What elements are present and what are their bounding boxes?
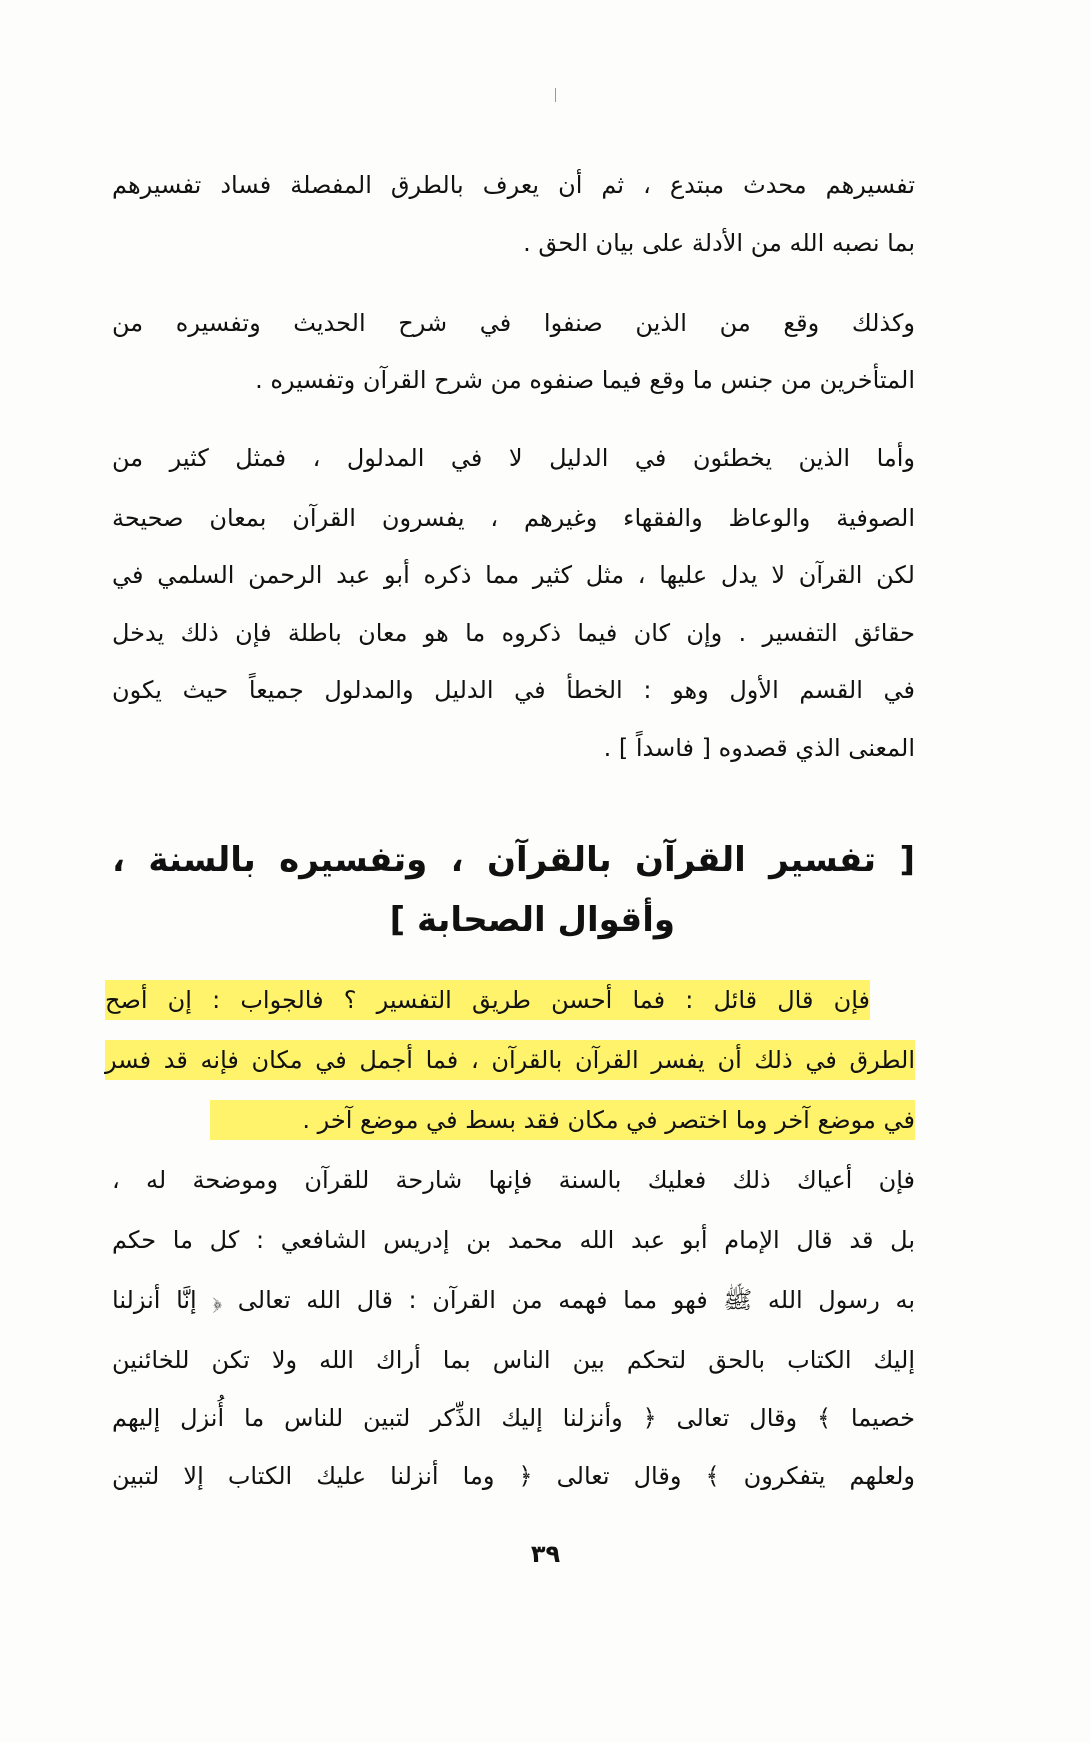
scan-mark bbox=[555, 88, 556, 102]
heading-line: وأقوال الصحابة ] bbox=[389, 900, 675, 940]
text-line: وأما الذين يخطئون في الدليل لا في المدلول ، فمثل كثير من bbox=[112, 444, 915, 472]
text-line: في القسم الأول وهو : الخطأ في الدليل والمدلول جميعاً حيث يكون bbox=[112, 676, 915, 704]
highlighted-line: فإن قال قائل : فما أحسن طريق التفسير ؟ فالجواب : إن أصح bbox=[105, 980, 870, 1020]
highlighted-line: في موضع آخر وما اختصر في مكان فقد بسط في موضع آخر . bbox=[210, 1100, 915, 1140]
highlighted-line: الطرق في ذلك أن يفسر القرآن بالقرآن ، فما أجمل في مكان فإنه قد فسر bbox=[105, 1040, 915, 1080]
heading-line: [ تفسير القرآن بالقرآن ، وتفسيره بالسنة ، bbox=[112, 840, 915, 880]
page-number: ٣٩ bbox=[530, 1540, 561, 1568]
text-line: تفسيرهم محدث مبتدع ، ثم أن يعرف بالطرق المفصلة فساد تفسيرهم bbox=[112, 171, 915, 199]
text-line: ولعلهم يتفكرون ﴾ وقال تعالى ﴿ وما أنزلنا عليك الكتاب إلا لتبين bbox=[112, 1462, 915, 1490]
text-line: المعنى الذي قصدوه [ فاسداً ] . bbox=[603, 734, 915, 762]
text-line: لكن القرآن لا يدل عليها ، مثل كثير مما ذكره أبو عبد الرحمن السلمي في bbox=[112, 561, 915, 589]
text-line: بل قد قال الإمام أبو عبد الله محمد بن إدريس الشافعي : كل ما حكم bbox=[112, 1226, 915, 1254]
text-line: بما نصبه الله من الأدلة على بيان الحق . bbox=[523, 229, 915, 257]
text-line: المتأخرين من جنس ما وقع فيما صنفوه من شرح القرآن وتفسيره . bbox=[255, 366, 915, 394]
text-line: الصوفية والوعاظ والفقهاء وغيرهم ، يفسرون القرآن بمعان صحيحة bbox=[112, 504, 915, 532]
text-line: فإن أعياك ذلك فعليك بالسنة فإنها شارحة للقرآن وموضحة له ، bbox=[112, 1166, 915, 1194]
text-line: إليك الكتاب بالحق لتحكم بين الناس بما أراك الله ولا تكن للخائنين bbox=[112, 1346, 915, 1374]
text-line: به رسول الله ﷺ فهو مما فهمه من القرآن : قال الله تعالى ﴿ إنَّا أنزلنا bbox=[112, 1286, 915, 1314]
text-line: خصيما ﴾ وقال تعالى ﴿ وأنزلنا إليك الذِّكر لتبين للناس ما أُنزل إليهم bbox=[112, 1404, 915, 1432]
text-line: حقائق التفسير . وإن كان فيما ذكروه ما هو معان باطلة فإن ذلك يدخل bbox=[112, 619, 915, 647]
text-line: وكذلك وقع من الذين صنفوا في شرح الحديث وتفسيره من bbox=[112, 309, 915, 337]
